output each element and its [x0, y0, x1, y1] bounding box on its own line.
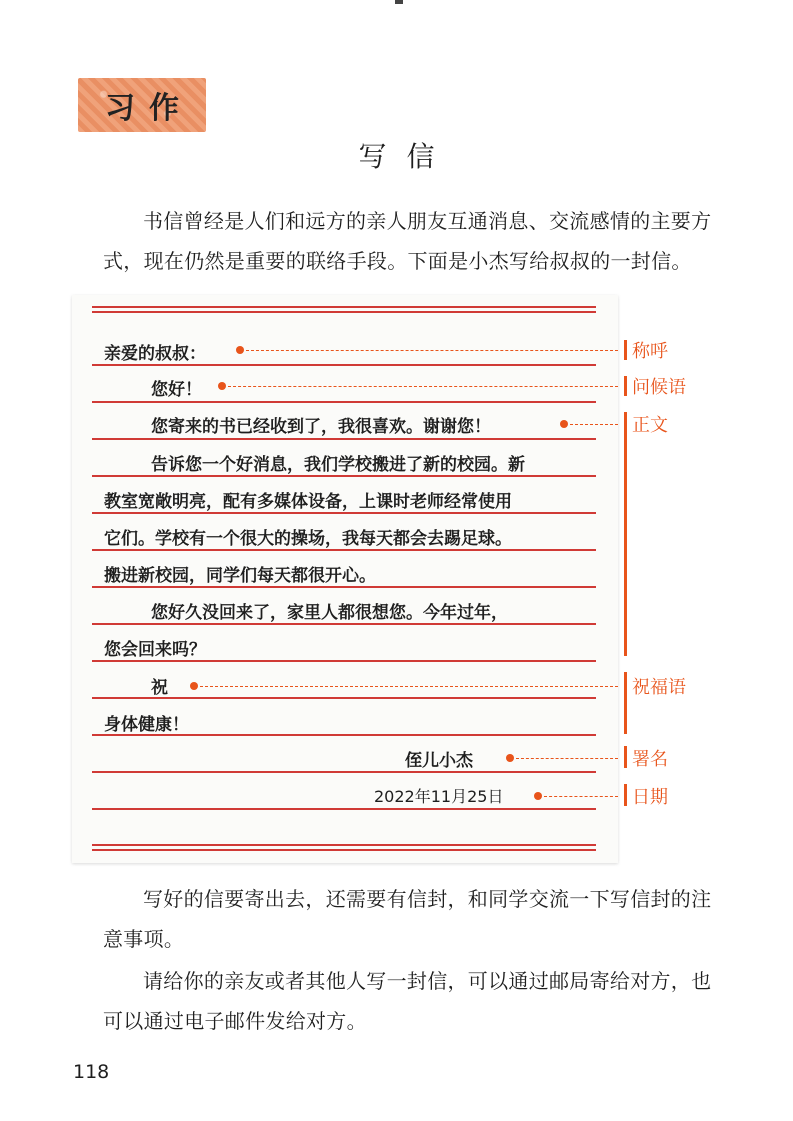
top-mark — [395, 0, 403, 4]
signature-bracket — [624, 746, 627, 768]
letter-top-rule-2 — [92, 311, 596, 313]
closing-bracket — [624, 672, 627, 734]
body-marker — [560, 420, 568, 428]
letter-body-line: 教室宽敞明亮，配有多媒体设备，上课时老师经常使用 — [104, 492, 512, 512]
letter-rule — [92, 808, 596, 810]
letter-salutation: 亲爱的叔叔： — [104, 344, 206, 364]
letter-body-line: 搬进新校园，同学们每天都很开心。 — [104, 566, 376, 586]
date-leader — [544, 796, 618, 797]
letter-body-line: 您寄来的书已经收到了，我很喜欢。谢谢您！ — [151, 417, 491, 437]
letter-bottom-rule-2 — [92, 849, 596, 851]
greeting-marker — [218, 382, 226, 390]
letter-top-rule-1 — [92, 306, 596, 308]
greeting-bracket — [624, 376, 627, 396]
date-bracket — [624, 784, 627, 806]
letter-rule — [92, 512, 596, 514]
greeting-leader — [228, 386, 618, 387]
body-leader — [570, 424, 618, 425]
label-greeting: 问候语 — [632, 377, 686, 398]
page-number: 118 — [73, 1061, 110, 1083]
letter-date: 2022年11月25日 — [374, 787, 504, 806]
label-body: 正文 — [632, 415, 668, 436]
label-signature: 署名 — [632, 749, 668, 770]
signature-leader — [516, 758, 618, 759]
salutation-bracket — [624, 340, 627, 360]
letter-rule — [92, 586, 596, 588]
envelope-paragraph: 写好的信要寄出去，还需要有信封，和同学交流一下写信封的注意事项。 — [103, 887, 712, 951]
letter-body-line: 您好久没回来了，家里人都很想您。今年过年， — [151, 603, 508, 623]
letter-greeting: 您好！ — [151, 380, 202, 400]
letter-rule — [92, 549, 596, 551]
page-title: 写信 — [358, 140, 455, 173]
letter-body-line: 告诉您一个好消息，我们学校搬进了新的校园。新 — [151, 455, 525, 475]
label-salutation: 称呼 — [632, 341, 668, 362]
letter-closing-1: 祝 — [151, 678, 168, 698]
letter-signature: 侄儿小杰 — [405, 751, 473, 771]
letter-rule — [92, 771, 596, 773]
label-date: 日期 — [632, 787, 668, 808]
letter-rule — [92, 401, 596, 403]
salutation-marker — [236, 346, 244, 354]
letter-rule — [92, 660, 596, 662]
date-marker — [534, 792, 542, 800]
letter-closing-2: 身体健康！ — [104, 715, 189, 735]
letter-rule — [92, 623, 596, 625]
letter-bottom-rule-1 — [92, 844, 596, 846]
letter-rule — [92, 438, 596, 440]
task-paragraph: 请给你的亲友或者其他人写一封信，可以通过邮局寄给对方，也可以通过电子邮件发给对方。 — [103, 969, 712, 1033]
closing-leader — [200, 686, 618, 687]
section-badge-label: 习作 — [105, 91, 193, 126]
letter-body-line: 它们。学校有一个很大的操场，我每天都会去踢足球。 — [104, 529, 512, 549]
closing-marker — [190, 682, 198, 690]
letter-rule — [92, 364, 596, 366]
signature-marker — [506, 754, 514, 762]
label-closing: 祝福语 — [632, 677, 686, 698]
letter-rule — [92, 475, 596, 477]
salutation-leader — [246, 350, 618, 351]
letter-body-line: 您会回来吗？ — [104, 640, 206, 660]
section-badge — [78, 78, 206, 132]
intro-paragraph: 书信曾经是人们和远方的亲人朋友互通消息、交流感情的主要方式，现在仍然是重要的联络手段。下面是小杰写给叔叔的一封信。 — [103, 209, 712, 273]
body-bracket — [624, 412, 627, 656]
